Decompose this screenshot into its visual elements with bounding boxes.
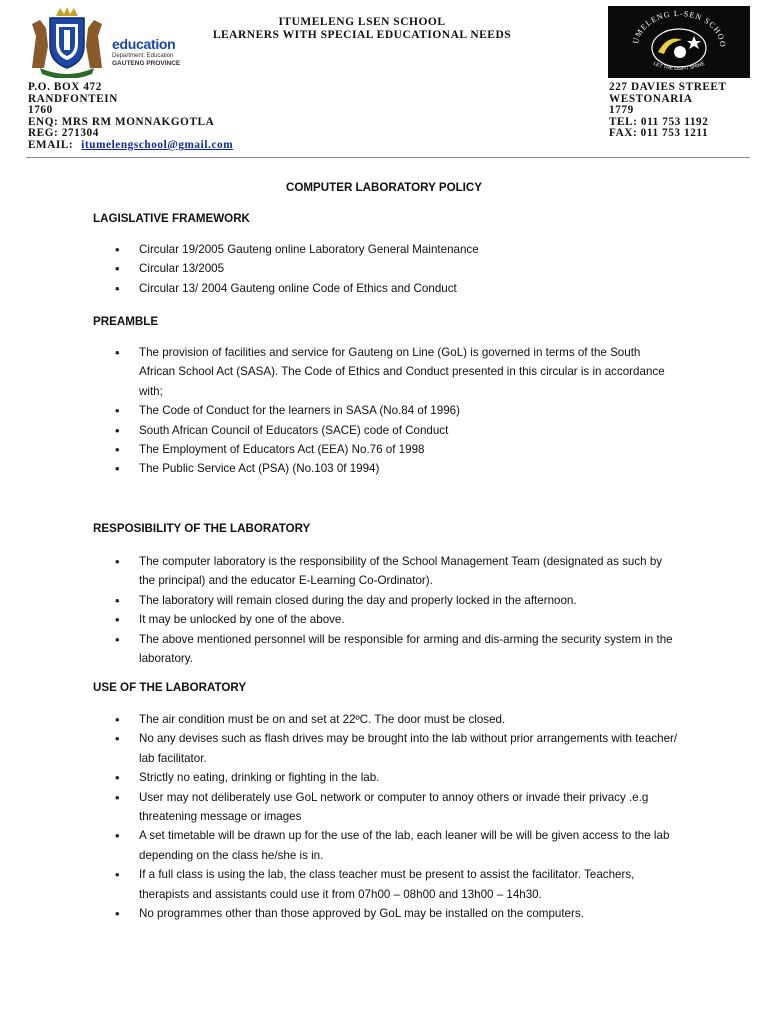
badge-motto: LET THE LIGHT SHINE [652,60,706,73]
logo-subtext: Department: Education [112,53,174,59]
address-line: RANDFONTEIN [28,92,118,105]
list-item: • South African Council of Educators (SACE) code of Conduct [93,421,678,440]
logo-text: education [112,36,176,52]
list-item: • The Employment of Educators Act (EEA) No.76 of 1998 [93,440,678,459]
address-line: 227 DAVIES STREET [609,81,727,93]
list-item: • It may be unlocked by one of the above. [93,610,678,629]
school-subtitle: LEARNERS WITH SPECIAL EDUCATIONAL NEEDS [212,29,512,41]
list-item: • The above mentioned personnel will be responsible for arming and dis-arming the security system in the laboratory. [93,630,678,669]
list-item: • Strictly no eating, drinking or fighting in the lab. [93,768,678,787]
right-address-block [609,82,727,140]
section-heading-responsibility: RESPOSIBILITY OF THE LABORATORY [93,522,311,535]
email-label: EMAIL: [28,138,74,151]
section-heading-use-of-laboratory: USE OF THE LABORATORY [93,681,247,694]
list-item: • No programmes other than those approved by GoL may be installed on the computers. [93,904,678,923]
list-item: • Circular 13/2005 [93,259,678,278]
address-line: WESTONARIA [609,92,693,105]
school-crest-icon [608,6,750,78]
use-of-laboratory-list [93,710,678,923]
list-item: • Circular 19/2005 Gauteng online Laboratory General Maintenance [93,240,678,259]
list-item: • The Code of Conduct for the learners in SASA (No.84 of 1996) [93,401,678,420]
section-heading-preamble: PREAMBLE [93,315,159,328]
list-item: • If a full class is using the lab, the class teacher must be present to assist the facilitator. Teachers, therapists and assistants could use it from 07h00 – 08h00 and 13h00 – 14h30. [93,865,678,904]
list-item: • A set timetable will be drawn up for the use of the lab, each leaner will be will be given access to the lab depending on the class he/she is in. [93,826,678,865]
list-item: • The computer laboratory is the responsibility of the School Management Team (designated as such by the principal) and the educator E-Learning Co-Ordinator). [93,552,678,591]
list-item: • The provision of facilities and service for Gauteng on Line (GoL) is governed in terms of the South African School Act (SASA). The Code of Ethics and Conduct presented in this circular is in accordance with; [93,343,678,401]
list-item: • The laboratory will remain closed during the day and properly locked in the afternoon. [93,591,678,610]
address-line: 1760 [28,104,53,117]
list-item: • Circular 13/ 2004 Gauteng online Code of Ethics and Conduct [93,279,678,298]
responsibility-list [93,552,678,668]
header-divider [26,157,750,158]
list-item: • No any devises such as flash drives may be brought into the lab without prior arrangements with teacher/ lab facilitator. [93,729,678,768]
legislative-framework-list [93,240,678,298]
fax-line: FAX: 011 753 1211 [609,127,709,140]
registration-line: REG: 271304 [28,127,99,140]
section-heading-legislative-framework: LAGISLATIVE FRAMEWORK [93,212,250,225]
left-address-block [28,82,233,152]
preamble-list [93,343,678,479]
enquiries-line: ENQ: MRS RM MONNAKGOTLA [28,115,215,128]
school-name: ITUMELENG LSEN SCHOOL [278,16,446,28]
school-badge [608,6,750,78]
email-link[interactable]: itumelengschool@gmail.com [81,138,234,151]
list-item: • User may not deliberately use GoL network or computer to annoy others or invade their privacy .e.g threatening message or images [93,788,678,827]
document-title: COMPUTER LABORATORY POLICY [285,181,483,194]
list-item: • The air condition must be on and set at 22ºC. The door must be closed. [93,710,678,729]
badge-text: UMELENG L-SEN SCHOO [631,8,728,48]
telephone-line: TEL: 011 753 1192 [609,115,709,128]
list-item: • The Public Service Act (PSA) (No.103 0f 1994) [93,459,678,478]
email-line [28,140,233,152]
logo-province: GAUTENG PROVINCE [112,60,181,67]
address-line: 1779 [609,104,634,117]
address-line: P.O. BOX 472 [28,81,102,93]
